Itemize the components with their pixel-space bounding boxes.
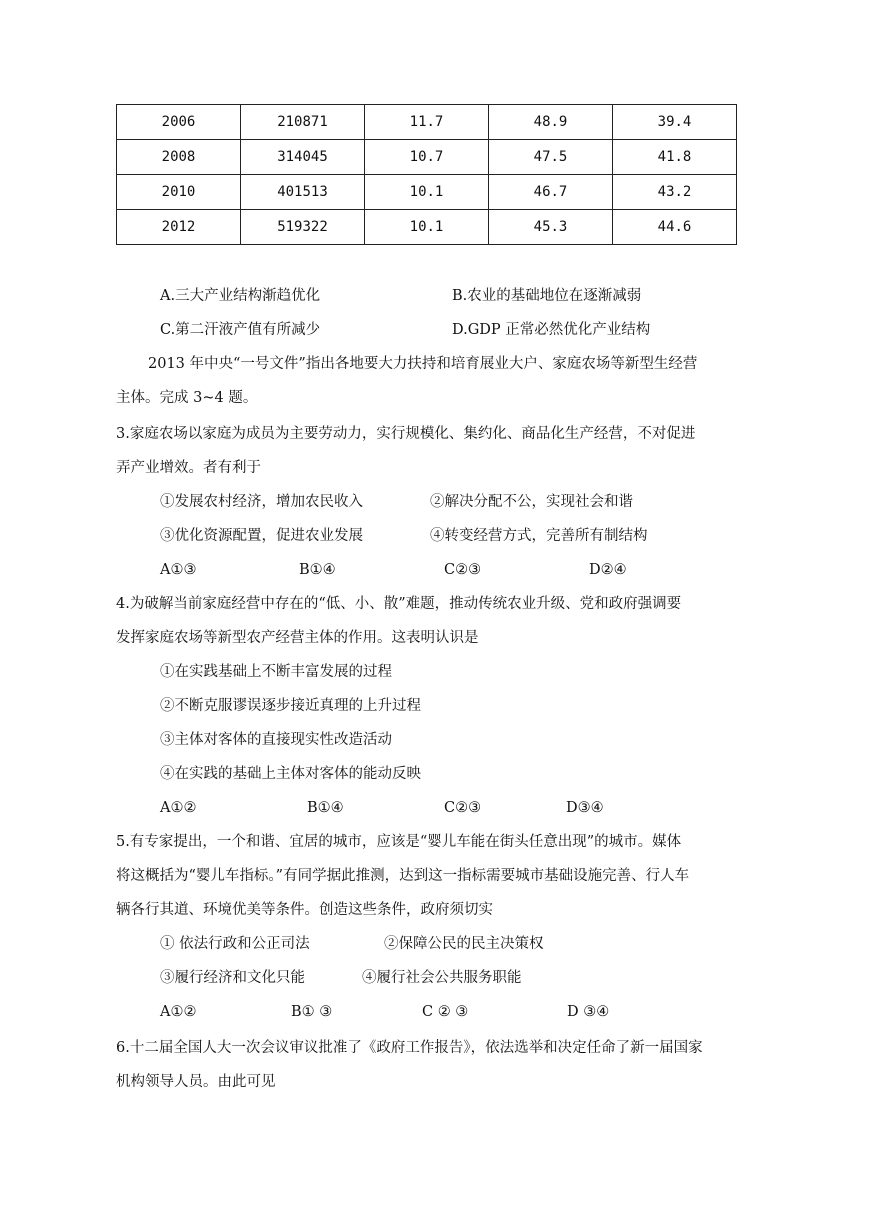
q4-item-2: ②不断克服谬误逐步接近真理的上升过程 xyxy=(160,698,421,714)
table-cell: 2010 xyxy=(117,175,241,210)
table-cell: 46.7 xyxy=(489,175,613,210)
q3-item-1: ①发展农村经济，增加农民收入 xyxy=(160,494,363,510)
intro-paragraph-line: 主体。完成 3~4 题。 xyxy=(116,390,258,406)
table-cell: 401513 xyxy=(241,175,365,210)
table-cell: 47.5 xyxy=(489,140,613,175)
q4-item-1: ①在实践基础上不断丰富发展的过程 xyxy=(160,664,392,680)
q4-item-4: ④在实践的基础上主体对客体的能动反映 xyxy=(160,766,421,782)
q3-option-a: A①③ xyxy=(160,562,197,578)
table-cell: 210871 xyxy=(241,105,365,140)
q2-option-c: C.第二汗液产值有所减少 xyxy=(160,322,321,338)
table-cell: 519322 xyxy=(241,210,365,245)
q6-stem: 机构领导人员。由此可见 xyxy=(116,1074,276,1090)
q5-stem: 将这概括为“婴儿车指标。”有同学据此推测，达到这一指标需要城市基础设施完善、行人车 xyxy=(116,868,690,884)
table-cell: 10.1 xyxy=(365,175,489,210)
table-cell: 41.8 xyxy=(613,140,737,175)
q3-item-4: ④转变经营方式，完善所有制结构 xyxy=(430,528,648,544)
data-table xyxy=(116,104,737,245)
table-cell: 44.6 xyxy=(613,210,737,245)
table-cell: 45.3 xyxy=(489,210,613,245)
q2-option-d: D.GDP 正常必然优化产业结构 xyxy=(452,322,651,338)
q3-stem: 弄产业增效。者有利于 xyxy=(116,460,261,476)
q5-item-4: ④履行社会公共服务职能 xyxy=(362,970,522,986)
q3-option-c: C②③ xyxy=(444,562,482,578)
q4-option-a: A①② xyxy=(160,800,197,816)
q2-option-a: A.三大产业结构渐趋优化 xyxy=(160,288,321,304)
table-cell: 48.9 xyxy=(489,105,613,140)
table-row xyxy=(117,105,737,140)
table-row xyxy=(117,175,737,210)
q5-option-a: A①② xyxy=(160,1004,197,1020)
table-cell: 2006 xyxy=(117,105,241,140)
q5-stem: 辆各行其道、环境优美等条件。创造这些条件，政府须切实 xyxy=(116,902,493,918)
q3-stem: 3.家庭农场以家庭为成员为主要劳动力，实行规模化、集约化、商品化生产经营，不对促进 xyxy=(116,426,696,442)
q2-option-b: B.农业的基础地位在逐渐减弱 xyxy=(452,288,642,304)
q5-stem: 5.有专家提出，一个和谐、宜居的城市，应该是“婴儿车能在街头任意出现”的城市。媒体 xyxy=(116,834,682,850)
q4-option-d: D③④ xyxy=(566,800,604,816)
q3-option-b: B①④ xyxy=(299,562,336,578)
q4-option-b: B①④ xyxy=(307,800,344,816)
table-cell: 11.7 xyxy=(365,105,489,140)
table-row xyxy=(117,140,737,175)
table-cell: 39.4 xyxy=(613,105,737,140)
q6-stem: 6.十二届全国人大一次会议审议批准了《政府工作报告》，依法选举和决定任命了新一届国家 xyxy=(116,1040,703,1056)
table-cell: 43.2 xyxy=(613,175,737,210)
q3-item-3: ③优化资源配置，促进农业发展 xyxy=(160,528,363,544)
q5-item-2: ②保障公民的民主决策权 xyxy=(384,936,544,952)
table-row xyxy=(117,210,737,245)
q5-option-d: D ③④ xyxy=(567,1004,610,1020)
q4-stem: 4.为破解当前家庭经营中存在的“低、小、散”难题，推动传统农业升级、党和政府强调要 xyxy=(116,596,682,612)
q5-option-c: C ② ③ xyxy=(422,1004,469,1020)
q5-option-b: B① ③ xyxy=(291,1004,333,1020)
table-cell: 2012 xyxy=(117,210,241,245)
q5-item-1: ① 依法行政和公正司法 xyxy=(160,936,310,952)
q3-item-2: ②解决分配不公，实现社会和谐 xyxy=(430,494,633,510)
table-cell: 314045 xyxy=(241,140,365,175)
q4-option-c: C②③ xyxy=(444,800,482,816)
q3-option-d: D②④ xyxy=(589,562,627,578)
table-cell: 2008 xyxy=(117,140,241,175)
intro-paragraph-line: 2013 年中央“一号文件”指出各地要大力扶持和培育展业大户、家庭农场等新型生经营 xyxy=(148,356,698,372)
q4-stem: 发挥家庭农场等新型农产经营主体的作用。这表明认识是 xyxy=(116,630,479,646)
q4-item-3: ③主体对客体的直接现实性改造活动 xyxy=(160,732,392,748)
table-cell: 10.1 xyxy=(365,210,489,245)
table-cell: 10.7 xyxy=(365,140,489,175)
q5-item-3: ③履行经济和文化只能 xyxy=(160,970,305,986)
